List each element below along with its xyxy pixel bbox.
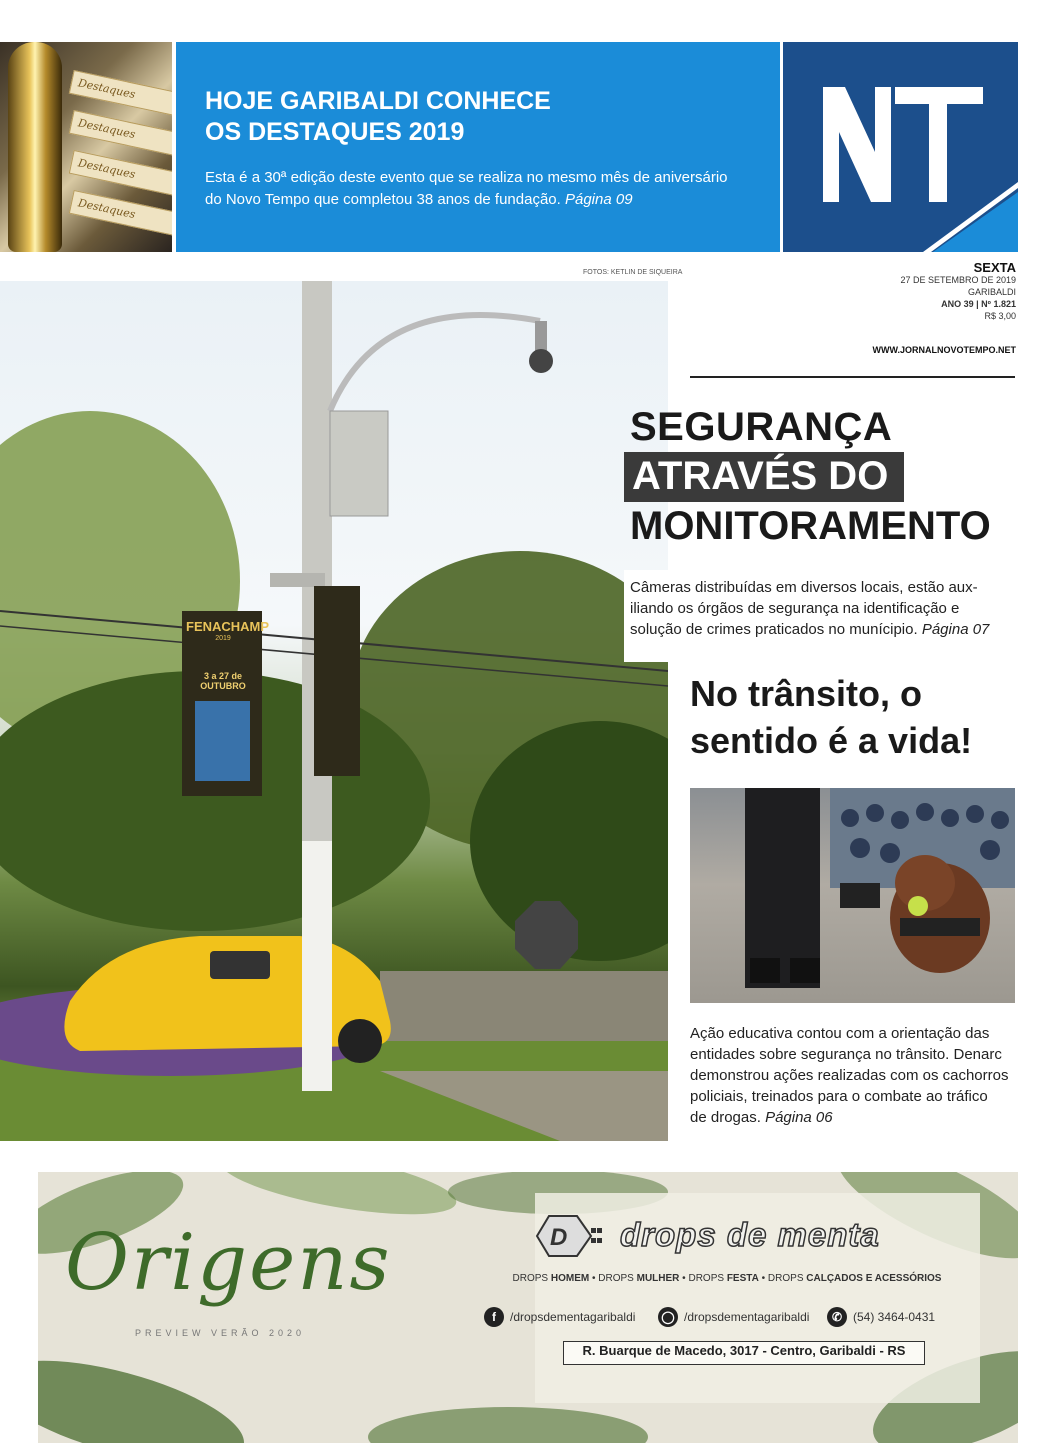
instagram-link[interactable]: ◯ /dropsdementagaribaldi bbox=[658, 1307, 809, 1327]
weekday: SEXTA bbox=[973, 260, 1016, 275]
origens-script-title: Origens bbox=[65, 1218, 392, 1308]
main-photo bbox=[0, 281, 668, 1141]
trophy-card: Destaques bbox=[69, 70, 172, 118]
trophy-photo bbox=[0, 42, 172, 252]
facebook-icon: f bbox=[484, 1307, 504, 1327]
fenachamp-banner-year: 2019 bbox=[215, 635, 231, 642]
banner-title[interactable]: HOJE GARIBALDI CONHECE OS DESTAQUES 2019 bbox=[205, 87, 551, 146]
trophy-card: Destaques bbox=[69, 110, 172, 158]
page-ref: Página 09 bbox=[564, 191, 633, 208]
facebook-link[interactable]: f /dropsdementagaribaldi bbox=[484, 1307, 635, 1327]
banner-text: Esta é a 30ª edição deste evento que se realiza no mesmo mês de aniversário do Novo Tempo que completou 38 anos de fundação. Página 09 bbox=[205, 169, 728, 208]
main-headline-line3[interactable]: MONITORAMENTO bbox=[630, 504, 991, 548]
phone-link[interactable]: ✆ (54) 3464-0431 bbox=[827, 1307, 935, 1327]
svg-text:D: D bbox=[550, 1224, 568, 1251]
main-headline-line1[interactable]: SEGURANÇA bbox=[630, 405, 893, 449]
trophy-card: Destaques bbox=[69, 150, 172, 198]
fenachamp-banner-dates: 3 a 27 de OUTUBRO bbox=[200, 671, 246, 691]
secondary-caption: Ação educativa contou com a orientação das entidades sobre segurança no trânsito. Denarc demonstrou ações realizadas com os cachorros policiais, treinados para o combate ao tráfico de drogas. Página 06 bbox=[690, 1025, 1009, 1126]
instagram-icon: ◯ bbox=[658, 1307, 678, 1327]
preview-label: PREVIEW VERÃO 2020 bbox=[135, 1328, 306, 1338]
main-lead: Câmeras distribuídas em diversos locais, estão aux- iliando os órgãos de segurança na identificação e solução de crimes praticados no munícipio. Página 07 bbox=[630, 579, 990, 638]
edition-info bbox=[900, 262, 1016, 322]
phone-icon: ✆ bbox=[827, 1307, 847, 1327]
fenachamp-banner-title: FENACHAMP bbox=[186, 619, 270, 634]
page-ref: Página 06 bbox=[765, 1109, 833, 1126]
website-link[interactable]: WWW.JORNALNOVOTEMPO.NET bbox=[872, 345, 1016, 355]
police-dog-scene bbox=[690, 788, 1015, 1003]
newspaper-logo[interactable] bbox=[783, 42, 1018, 252]
camera-pole-scene bbox=[0, 281, 668, 1141]
divider bbox=[690, 376, 1015, 378]
photo-credit: FOTOS: KETLIN DE SIQUEIRA bbox=[583, 269, 683, 276]
trophy-statue bbox=[8, 42, 62, 252]
drops-de-menta-logo-icon bbox=[535, 1214, 605, 1258]
nt-logo-icon bbox=[783, 42, 1018, 252]
fenachamp-banner-right bbox=[314, 586, 360, 776]
store-address: R. Buarque de Macedo, 3017 - Centro, Garibaldi - RS bbox=[582, 1343, 906, 1358]
dog-photo bbox=[690, 788, 1015, 1003]
secondary-headline[interactable]: No trânsito, o sentido é a vida! bbox=[690, 673, 973, 761]
trophy-card: Destaques bbox=[69, 190, 172, 238]
brand-name: drops de menta bbox=[620, 1216, 880, 1253]
date: 27 DE SETEMBRO DE 2019 bbox=[900, 275, 1016, 285]
price: R$ 3,00 bbox=[984, 311, 1016, 321]
page-ref: Página 07 bbox=[921, 621, 990, 638]
main-headline-line2[interactable]: ATRAVÉS DO bbox=[632, 454, 889, 498]
brand-lines: DROPS HOMEM • DROPS MULHER • DROPS FESTA • DROPS CALÇADOS E ACESSÓRIOS bbox=[512, 1273, 942, 1284]
issue-number: ANO 39 | Nº 1.821 bbox=[941, 299, 1016, 309]
city: GARIBALDI bbox=[967, 287, 1016, 297]
